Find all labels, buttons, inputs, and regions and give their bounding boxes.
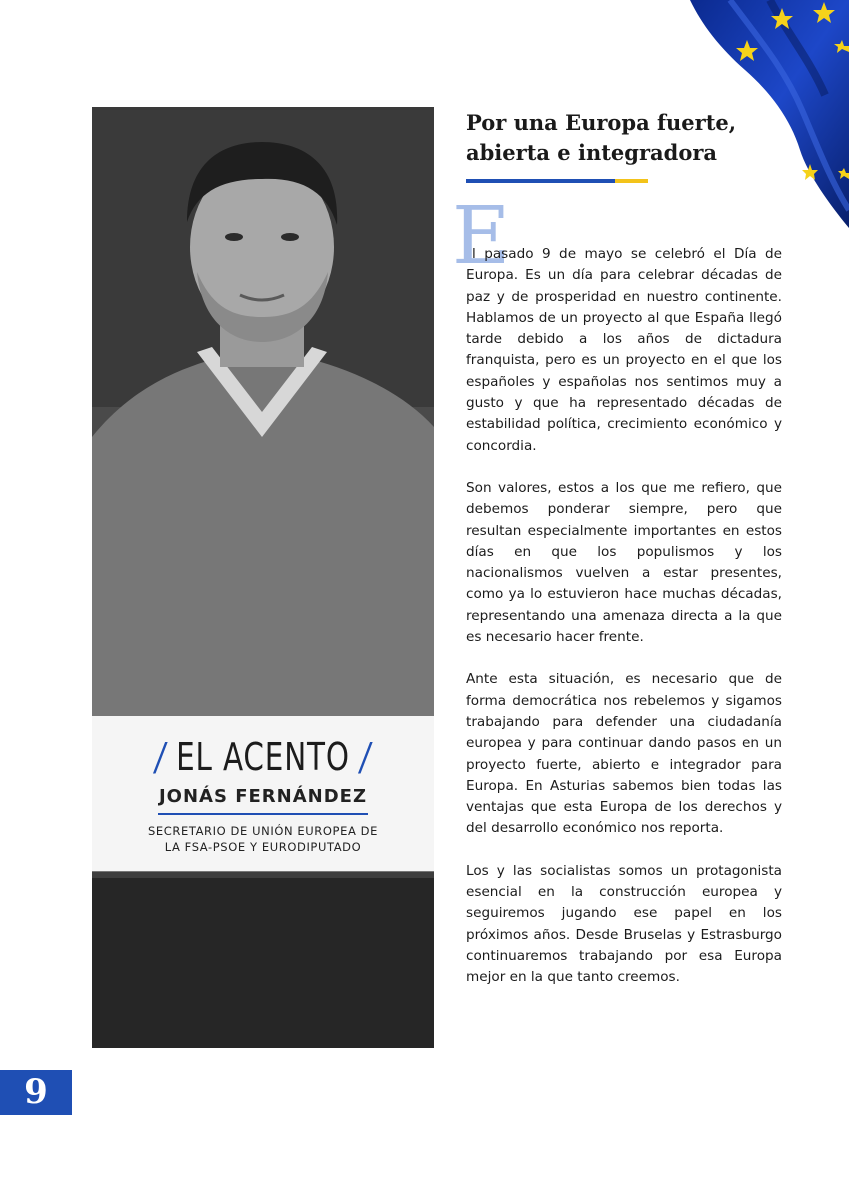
headline-rule-yellow [615, 179, 648, 183]
article-body [466, 244, 782, 1010]
slash-right: / [360, 735, 371, 779]
drop-cap: E [452, 189, 511, 282]
author-portrait [92, 107, 434, 1048]
author-role-line2: LA FSA-PSOE Y EURODIPUTADO [164, 840, 362, 854]
headline-rule-blue [466, 179, 615, 183]
author-role-line1: SECRETARIO DE UNIÓN EUROPEA DE [147, 824, 378, 838]
section-title-text: EL ACENTO [176, 735, 350, 779]
page-number: 9 [0, 1070, 72, 1115]
headline-line1: Por una Europa fuerte, [466, 110, 737, 135]
author-name: JONÁS FERNÁNDEZ [158, 786, 368, 807]
author-name-underline [158, 813, 368, 815]
paragraph-3: Ante esta situación, es necesario que de forma democrática nos rebelemos y sigamos trabajando para defender una ciudadanía europea y para continuar dando pasos en un proyecto fuerte, abierto e integrador para Europa. En Asturias sabemos bien todas las ventajas que esta Europa de los derechos y del desarrollo económico nos reporta. [466, 671, 782, 837]
author-role [92, 823, 434, 855]
paragraph-2: Son valores, estos a los que me refiero, que debemos ponderar siempre, pero que resultan especialmente importantes en estos días en que los populismos y los nacionalismos vuelven a estar presentes, como ya lo estuvieron hace muchas décadas, representando una amenaza directa a la que es necesario hacer frente. [466, 479, 782, 646]
paragraph-4: Los y las socialistas somos un protagonista esencial en la construcción europea y seguiremos jugando ese papel en los próximos años. Desde Bruselas y Estrasburgo continuaremos trabajando por esa Europa mejor en la que tanto creemos. [466, 862, 782, 986]
article-headline [466, 108, 766, 168]
headline-line2: abierta e integradora [466, 140, 718, 165]
paragraph-1: l pasado 9 de mayo se celebró el Día de Europa. Es un día para celebrar décadas de paz y de prosperidad en nuestro continente. Hablamos de un proyecto al que España llegó tarde debido a los años de dictadura franquista, pero es un proyecto en el que los españoles y españolas nos sentimos muy a gusto y que ha representado décadas de estabilidad política, crecimiento económico y concordia. [466, 246, 782, 454]
section-title [116, 734, 410, 780]
section-label-box [92, 716, 434, 871]
slash-left: / [155, 735, 166, 779]
